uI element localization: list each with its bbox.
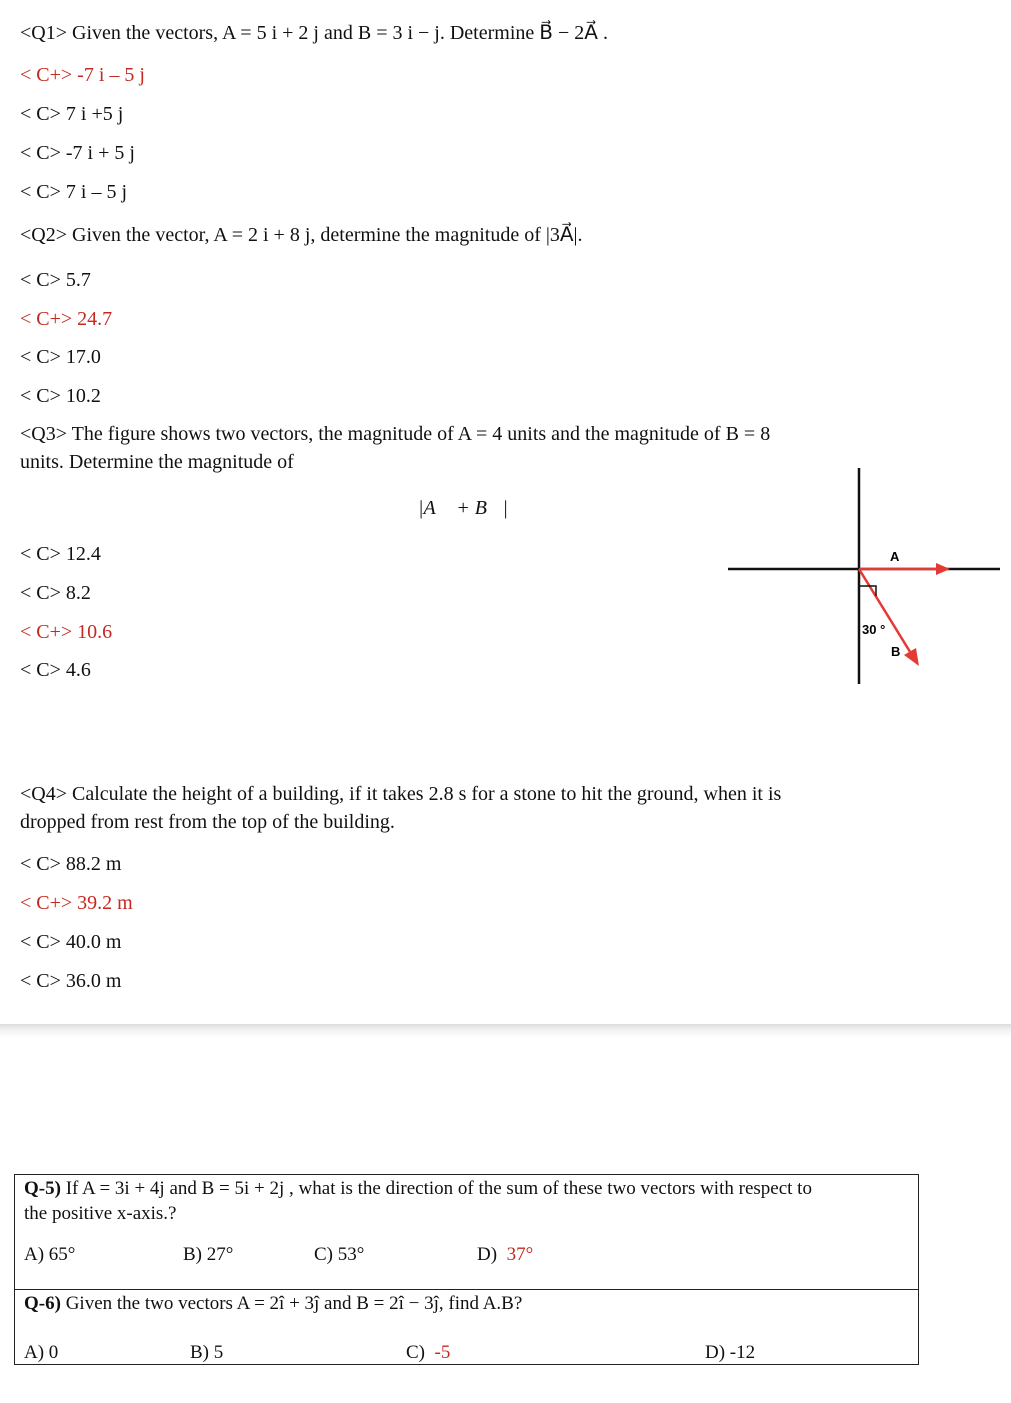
- q3-option-3[interactable]: < C+> 10.6: [20, 621, 113, 643]
- q3-option-4[interactable]: < C> 4.6: [20, 659, 91, 681]
- label-a: A: [890, 549, 900, 564]
- q6-question-text: Given the two vectors A = 2î + 3ĵ and B = 2î − 3ĵ, find A.B?: [60, 1293, 523, 1314]
- q4-option-2[interactable]: < C+> 39.2 m: [20, 892, 133, 914]
- q3-expression: |A⃗ + B⃗|: [418, 497, 509, 519]
- page-separator: [0, 1024, 1011, 1038]
- q6-option-d[interactable]: D) -12: [705, 1342, 756, 1363]
- q2-question: <Q2> Given the vector, A = 2 i + 8 j, determine the magnitude of |3A⃗|.: [20, 224, 583, 246]
- q3-option-2[interactable]: < C> 8.2: [20, 582, 91, 604]
- q6-prefix: Q-6): [24, 1293, 61, 1314]
- q3-option-1[interactable]: < C> 12.4: [20, 543, 101, 565]
- q2-option-4[interactable]: < C> 10.2: [20, 385, 101, 407]
- q3-question-line1: <Q3> The figure shows two vectors, the magnitude of A = 4 units and the magnitude of B = 8: [20, 423, 771, 445]
- q2-option-2[interactable]: < C+> 24.7: [20, 308, 113, 330]
- q5-question-line1: [24, 1176, 812, 1201]
- q6-option-c[interactable]: C) -5: [406, 1342, 451, 1363]
- q2-option-1[interactable]: < C> 5.7: [20, 269, 91, 291]
- angle-label: 30 °: [862, 622, 886, 637]
- q1-option-1[interactable]: < C+> -7 i – 5 j: [20, 64, 145, 86]
- q4-option-3[interactable]: < C> 40.0 m: [20, 931, 122, 953]
- q5-question-line2: the positive x-axis.?: [24, 1203, 177, 1224]
- q4-question-line2: dropped from rest from the top of the building.: [20, 811, 395, 833]
- q6-question-line: [24, 1291, 522, 1316]
- q5-option-c[interactable]: C) 53°: [314, 1244, 365, 1265]
- q5-correct-answer: 37°: [506, 1244, 534, 1265]
- vector-b-arrow: [859, 569, 912, 655]
- q5-option-b[interactable]: B) 27°: [183, 1244, 234, 1265]
- q1-option-4[interactable]: < C> 7 i – 5 j: [20, 181, 128, 203]
- q4-question-line1: <Q4> Calculate the height of a building, if it takes 2.8 s for a stone to hit the ground, when it is: [20, 783, 782, 805]
- q2-option-3[interactable]: < C> 17.0: [20, 346, 101, 368]
- q4-option-1[interactable]: < C> 88.2 m: [20, 853, 122, 875]
- vector-figure: [720, 460, 1010, 690]
- q5-prefix: Q-5): [24, 1178, 61, 1199]
- vector-a-arrowhead: [936, 563, 950, 575]
- vector-b-arrowhead: [904, 648, 919, 666]
- q1-option-3[interactable]: < C> -7 i + 5 j: [20, 142, 135, 164]
- label-b: B: [891, 644, 901, 659]
- q4-option-4[interactable]: < C> 36.0 m: [20, 970, 122, 992]
- q6-option-b[interactable]: B) 5: [190, 1342, 224, 1363]
- q3-question-line2: units. Determine the magnitude of: [20, 451, 294, 473]
- q5-option-a[interactable]: A) 65°: [24, 1244, 76, 1265]
- q5-option-d[interactable]: D) 37°: [477, 1244, 534, 1265]
- q6-correct-answer: -5: [434, 1342, 451, 1363]
- q5-question-text: If A = 3i + 4j and B = 5i + 2j , what is the direction of the sum of these two vectors with respect to: [60, 1178, 812, 1199]
- q6-option-a[interactable]: A) 0: [24, 1342, 59, 1363]
- q1-option-2[interactable]: < C> 7 i +5 j: [20, 103, 124, 125]
- q1-question: <Q1> Given the vectors, A = 5 i + 2 j and B = 3 i − j. Determine B⃗ − 2A⃗ .: [20, 22, 608, 44]
